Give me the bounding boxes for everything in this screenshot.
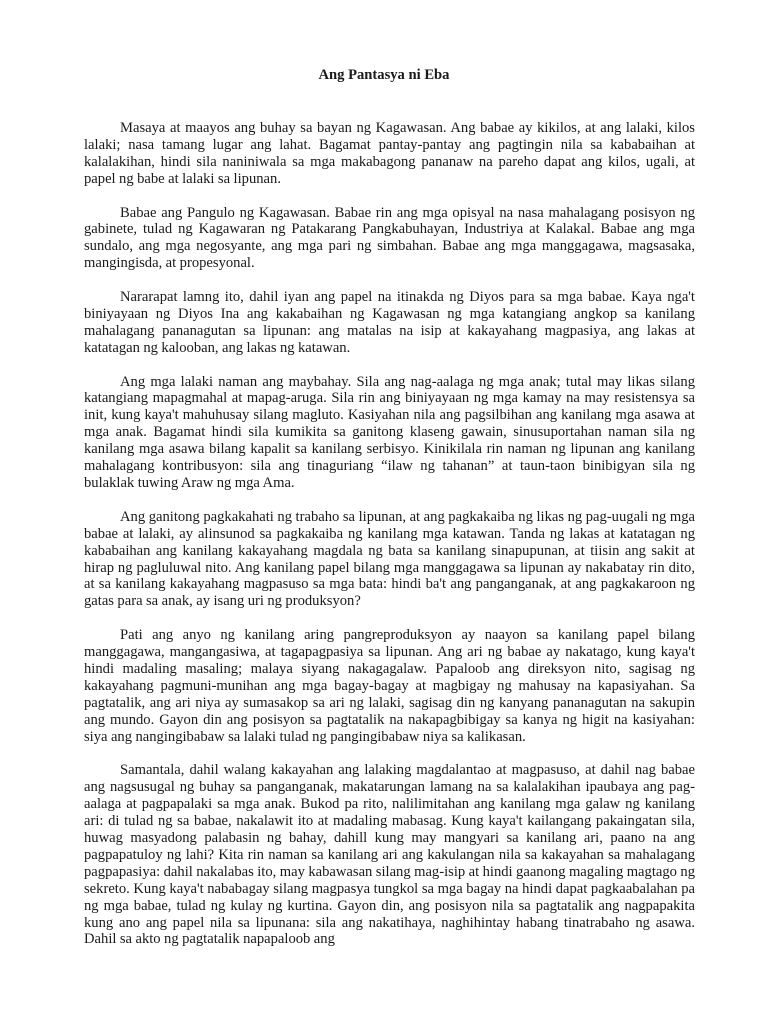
paragraph-1: Masaya at maayos ang buhay sa bayan ng Kagawasan. Ang babae ay kikilos, at ang lalaki, kilos lalaki; nasa tamang lugar ang lahat. Bagamat pantay-pantay ang pagtingin nila sa kababaihan at kalalakihan, hindi sila naniniwala sa mga makabagong pananaw na pareho dapat ang kilos, ugali, at papel ng babe at lalaki sa lipunan. — [84, 120, 695, 187]
document-body — [84, 120, 695, 965]
paragraph-2: Babae ang Pangulo ng Kagawasan. Babae rin ang mga opisyal na nasa mahalagang posisyon ng gabinete, tulad ng Kagawaran ng Patakarang Pangkabuhayan, Industriya at Kalakal. Babae ang mga sundalo, ang mga negosyante, ang mga pari ng simbahan. Babae ang mga manggagawa, magsasaka, mangingisda, at propesyonal. — [84, 204, 695, 272]
paragraph-4: Ang mga lalaki naman ang maybahay. Sila ang nag-aalaga ng mga anak; tutal may likas silang katangiang mapagmahal at mapag-aruga. Sila rin ang biniyayaan ng mga kamay na may resistensya sa init, kung kaya't mahuhusay silang magluto. Kasiyahan nila ang pagsilbihan ang kanilang mga asawa at mga anak. Bagamat hindi sila kumikita sa ganitong klaseng gawain, sinusuportahan naman sila ng kanilang mga asawa bilang kapalit sa kanilang serbisyo. Kinikilala rin naman ng lipunan ang kanilang mahalagang kontribusyon: sila ang tinaguriang “ilaw ng tahanan” at taun-taon binibigyan sila ng bulaklak tuwing Araw ng mga Ama. — [84, 373, 695, 491]
paragraph-7: Samantala, dahil walang kakayahan ang lalaking magdalantao at magpasuso, at dahil nag babae ang nagsusugal ng buhay sa panganganak, makatarungan lamang na sa kalalakihan ipaubaya ang pag-aalaga at pagpapalaki sa mga anak. Bukod pa rito, nalilimitahan ang kanilang mga galaw ng kanilang ari: di tulad ng sa babae, nakalawit ito at madaling mabasag. Kung kaya't kailangang pakaingatan sila, huwag masyadong palabasin ng bahay, dahill kung may mangyari sa kanilang ari, paano na ang pagpapatuloy ng lahi? Kita rin naman sa kanilang ari ang kakulangan nila sa kakayahan sa mahalagang pagpapasiya: dahil nakalabas ito, may kabawasan silang mag-isip at hindi gaanong magaling magtago ng sekreto. Kung kaya't nababagay silang magpasya tungkol sa mga bagay na hindi dapat pagkaabalahan pa ng mga babae, tulad ng kulay ng kurtina. Gayon din, ang posisyon nila sa pagtatalik ang nagpapakita kung ano ang papel nila sa lipunana: sila ang nakatihaya, naghihintay habang tinatrabaho ng asawa. Dahil sa akto ng pagtatalik napapaloob ang — [84, 762, 695, 948]
paragraph-6: Pati ang anyo ng kanilang aring pangreproduksyon ay naayon sa kanilang papel bilang manggagawa, mangangasiwa, at tagapagpasiya sa lipunan. Ang ari ng babae ay nakatago, kung kaya't hindi madaling masaling; malaya siyang nakagagalaw. Papaloob ang direksyon nito, sagisag ng kakayahang pagmuni-munihan ang mga bagay-bagay at magbigay ng mahusay na kapasiyahan. Sa pagtatalik, ang ari niya ay sumasakop sa ari ng lalaki, sagisag din ng kanyang pananagutan na sakupin ang mundo. Gayon din ang posisyon sa pagtatalik na nakapagbibigay sa kanya ng higit na kasiyahan: siya ang nangingibabaw sa lalaki tulad ng pangingibabaw niya sa kalikasan. — [84, 627, 695, 745]
paragraph-3: Nararapat lamng ito, dahil iyan ang papel na itinakda ng Diyos para sa mga babae. Kaya nga't biniyayaan ng Diyos Ina ang kakabaihan ng Kagawasan ng mga katangiang angkop sa kanilang mahalagang pananagutan sa lipunan: ang matalas na isip at kakayahang magpasiya, ang lakas at katatagan ng kalooban, ang lakas ng katawan. — [84, 289, 695, 356]
document-title: Ang Pantasya ni Eba — [318, 67, 450, 83]
paragraph-5: Ang ganitong pagkakahati ng trabaho sa lipunan, at ang pagkakaiba ng likas ng pag-uugali ng mga babae at lalaki, ay alinsunod sa pagkakaiba ng kanilang mga katawan. Tanda ng lakas at katatagan ng kababaihan ang kanilang kakayahang magdala ng bata sa kanilang sinapupunan, at tiisin ang sakit at hirap ng pagluluwal nito. Ang kanilang papel bilang mga manggagawa sa lipunan ay nakabatay rin dito, at sa kanilang kakayahang magpasuso sa mga bata: hindi ba't ang panganganak, at ang pagkakaroon ng gatas para sa anak, ay isang uri ng produksyon? — [84, 508, 695, 610]
